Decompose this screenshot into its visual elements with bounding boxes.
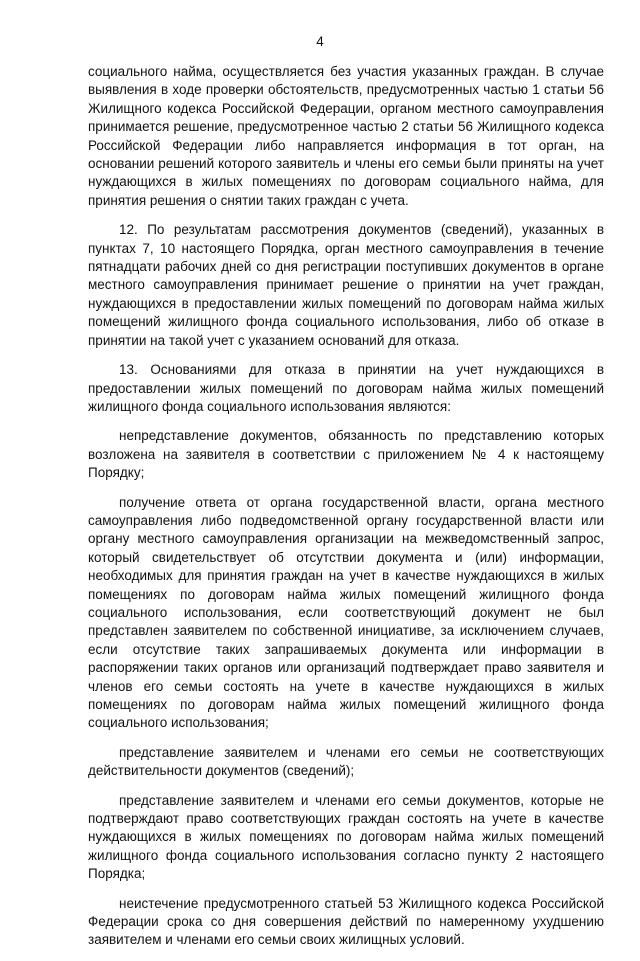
paragraph-ground-term-not-expired: неистечение предусмотренного статьей 53 Жилищного кодекса Российской Федерации срока со дня совершения действий по намеренному ухудшению заявителем и членами его семьи своих жилищных условий.	[88, 895, 604, 948]
paragraph-ground-interagency-response: получение ответа от органа государственной власти, органа местного самоуправления либо подведомственной органу государственной власти или органу местного самоуправления организации на межведомственный запрос, который свидетельствует об отсутствии документа и (или) информации, необходимых для принятия граждан на учет в качестве нуждающихся в жилых помещениях по договорам найма жилых помещений жилищного фонда социального использования, если соответствующий документ не был представлен заявителем по собственной инициативе, за исключением случаев, если отсутствие таких запрашиваемых документа или информации в распоряжении таких органов или организаций подтверждает право заявителя и членов его семьи состоять на учете в качестве нуждающихся в жилых помещениях по договорам найма жилых помещений жилищного фонда социального использования;	[88, 494, 604, 731]
page-number: 4	[316, 34, 324, 49]
paragraph-item-12: 12. По результатам рассмотрения документов (сведений), указанных в пунктах 7, 10 настоящего Порядка, орган местного самоуправления в течение пятнадцати рабочих дней со дня регистрации поступивших документов в органе местного самоуправления принимает решение о принятии на учет граждан, нуждающихся в предоставлении жилых помещений по договорам найма жилых помещений жилищного фонда социального использования, либо об отказе в принятии на такой учет с указанием оснований для отказа.	[88, 222, 604, 348]
document-body	[88, 63, 604, 961]
paragraph-ground-false-documents: представление заявителем и членами его семьи не соответствующих действительности документов (сведений);	[88, 744, 604, 779]
paragraph-ground-nonconfirming-documents: представление заявителем и членами его семьи документов, которые не подтверждают право соответствующих граждан состоять на учете в качестве нуждающихся в жилых помещениях по договорам найма жилых помещений жилищного фонда социального использования согласно пункту 2 настоящего Порядка;	[88, 792, 604, 882]
paragraph-ground-nondocuments: непредставление документов, обязанность по представлению которых возложена на заявителя в соответствии с приложением № 4 к настоящему Порядку;	[88, 428, 604, 481]
paragraph-item-13: 13. Основаниями для отказа в принятии на учет нуждающихся в предоставлении жилых помещений по договорам найма жилых помещений жилищного фонда социального использования являются:	[88, 362, 604, 414]
paragraph-continuation: социального найма, осуществляется без участия указанных граждан. В случае выявления в ходе проверки обстоятельств, предусмотренных частью 1 статьи 56 Жилищного кодекса Российской Федерации, органом местного самоуправления принимается решение, предусмотренное частью 2 статьи 56 Жилищного кодекса Российской Федерации либо направляется информация в тот орган, на основании решений которого заявитель и члены его семьи были приняты на учет нуждающихся в жилых помещениях по договорам социального найма, для принятия решения о снятии таких граждан с учета.	[88, 64, 604, 208]
